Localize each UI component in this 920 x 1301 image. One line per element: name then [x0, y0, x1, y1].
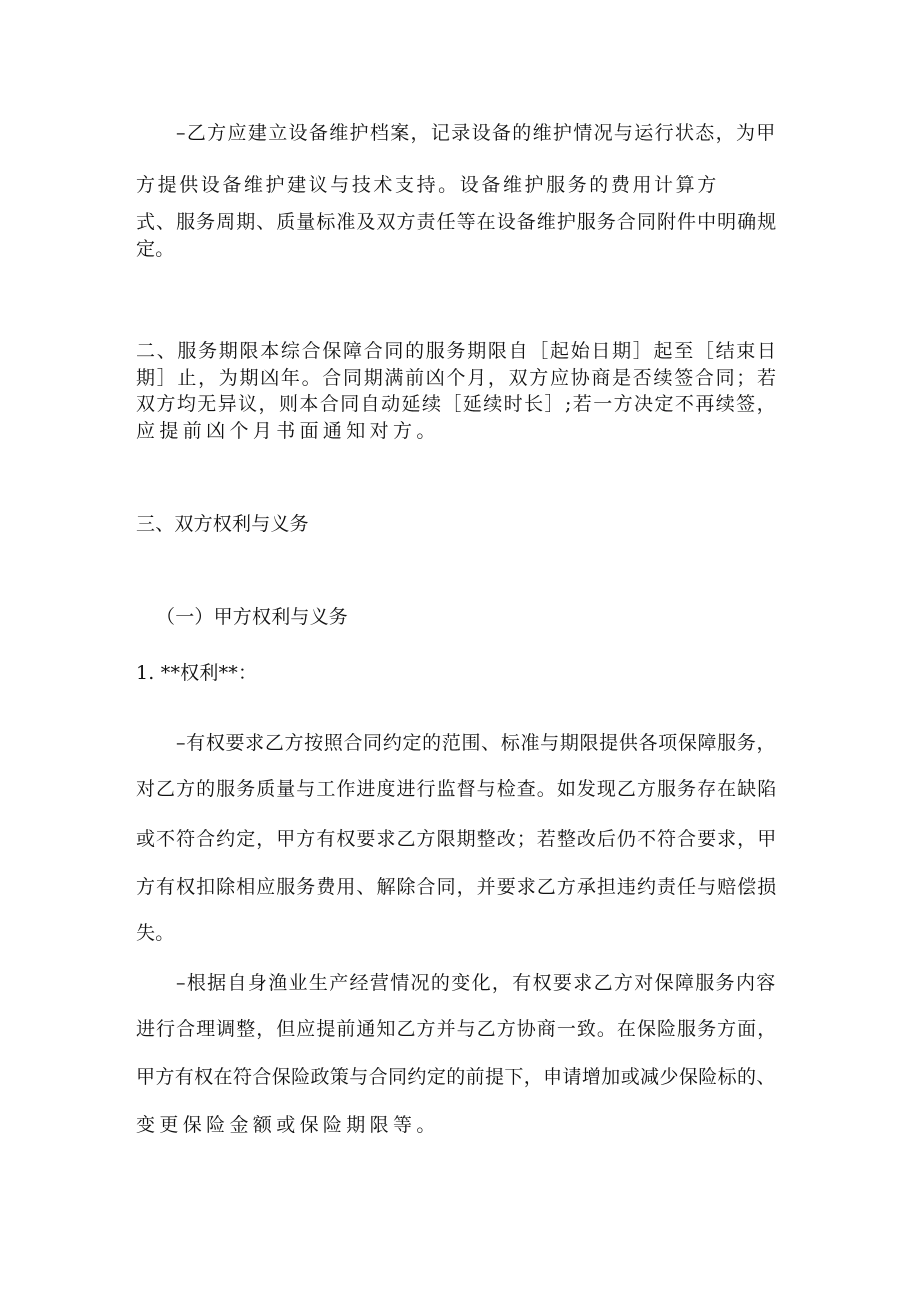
paragraph-line: 进行合理调整，但应提前通知乙方并与乙方协商一致。在保险服务方面， [136, 1018, 778, 1040]
paragraph-line: 双方均无异议，则本合同自动延续［延续时长］;若一方决定不再续签， [136, 393, 778, 415]
paragraph-line: –根据自身渔业生产经营情况的变化，有权要求乙方对保障服务内容 [176, 972, 777, 994]
paragraph-line: 方有权扣除相应服务费用、解除合同，并要求乙方承担违约责任与赔偿损 [136, 876, 778, 898]
paragraph-line: –有权要求乙方按照合同约定的范围、标准与期限提供各项保障服务， [176, 732, 777, 754]
paragraph-line: –乙方应建立设备维护档案，记录设备的维护情况与运行状态，为甲 [176, 122, 777, 144]
paragraph-line: 式、服务周期、质量标准及双方责任等在设备维护服务合同附件中明确规 [136, 211, 778, 233]
paragraph-line: 失。 [136, 922, 175, 944]
paragraph-line: 或不符合约定，甲方有权要求乙方限期整改；若整改后仍不符合要求，甲 [136, 828, 778, 850]
paragraph-line: 期］止，为期凶年。合同期满前凶个月，双方应协商是否续签合同；若 [136, 367, 778, 389]
paragraph-line: 二、服务期限本综合保障合同的服务期限自［起始日期］起至［结束日 [136, 340, 778, 362]
paragraph-line: 方提供设备维护建议与技术支持。设备维护服务的费用计算方 [136, 174, 719, 196]
list-item-label: 1. **权利**： [136, 662, 258, 684]
section-heading: 三、双方权利与义务 [136, 513, 309, 535]
paragraph-line: 应提前凶个月书面通知对方。 [136, 420, 440, 442]
paragraph-line: 定。 [136, 238, 175, 260]
paragraph-line: 甲方有权在符合保险政策与合同约定的前提下，申请增加或减少保险标的、 [136, 1066, 776, 1088]
subsection-heading: （一）甲方权利与义务 [156, 606, 349, 628]
paragraph-line: 变更保险金额或保险期限等。 [136, 1114, 440, 1136]
paragraph-line: 对乙方的服务质量与工作进度进行监督与检查。如发现乙方服务存在缺陷 [136, 778, 778, 800]
